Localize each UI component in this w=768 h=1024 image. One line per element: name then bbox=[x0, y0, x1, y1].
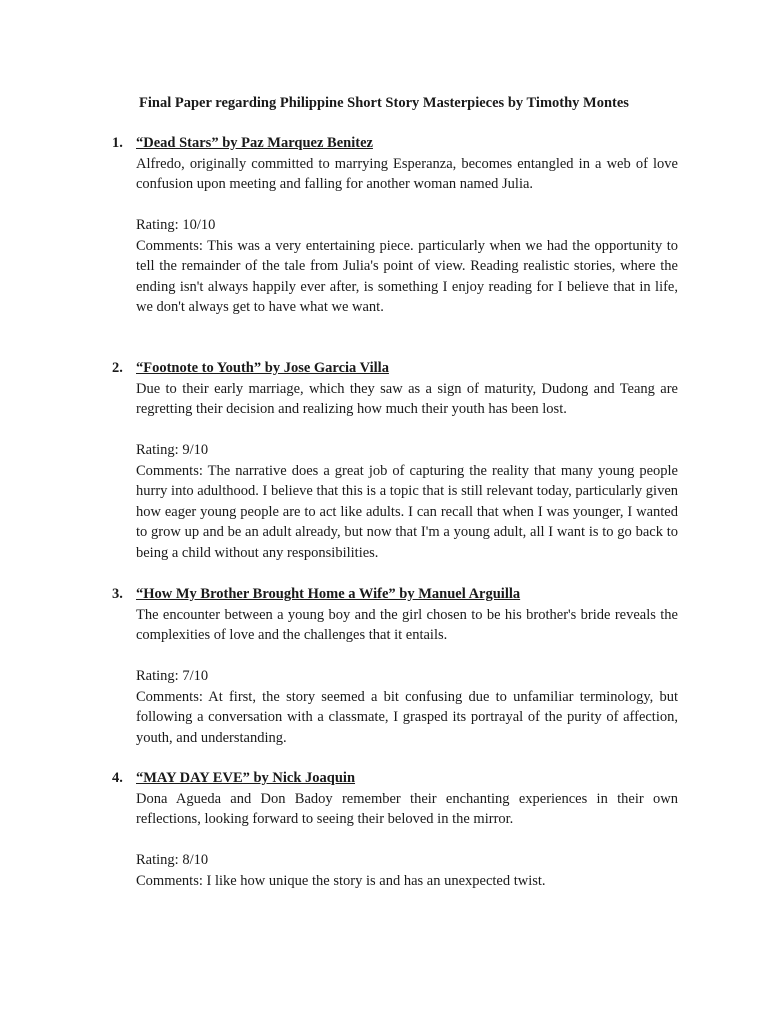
entry-number: 4. bbox=[112, 770, 123, 786]
story-entry-2 bbox=[112, 358, 678, 563]
entry-rating: Rating: 9/10 bbox=[136, 442, 209, 458]
entry-rating: Rating: 10/10 bbox=[136, 217, 216, 233]
document-title: Final Paper regarding Philippine Short Story Masterpieces by Timothy Montes bbox=[139, 95, 629, 111]
entry-summary: Due to their early marriage, which they saw as a sign of maturity, Dudong and Teang are regretting their decision and realizing how much their youth has been lost. bbox=[136, 380, 678, 417]
entry-spacer bbox=[136, 420, 678, 441]
entry-heading: “Dead Stars” by Paz Marquez Benitez bbox=[136, 135, 373, 151]
entry-heading: “Footnote to Youth” by Jose Garcia Villa bbox=[136, 360, 389, 376]
entry-heading: “MAY DAY EVE” by Nick Joaquin bbox=[136, 770, 356, 786]
entry-heading: “How My Brother Brought Home a Wife” by Manuel Arguilla bbox=[136, 586, 521, 602]
entry-summary: Alfredo, originally committed to marrying Esperanza, becomes entangled in a web of love confusion upon meeting and falling for another woman named Julia. bbox=[136, 155, 678, 192]
entry-comments: Comments: This was a very entertaining piece. particularly when we had the opportunity to tell the remainder of the tale from Julia's point of view. Reading realistic stories, where the ending isn't always happily ever after, is something I enjoy reading for I believe that in life, we don't always get to have what we want. bbox=[136, 237, 678, 315]
entry-spacer bbox=[136, 830, 678, 851]
entry-spacer bbox=[136, 195, 678, 216]
entry-summary: Dona Agueda and Don Badoy remember their enchanting experiences in their own reflections, looking forward to seeing their beloved in the mirror. bbox=[136, 790, 678, 827]
entry-number: 2. bbox=[112, 360, 123, 376]
entry-comments: Comments: I like how unique the story is and has an unexpected twist. bbox=[136, 872, 546, 889]
story-entry-3 bbox=[112, 584, 678, 748]
entry-comments: Comments: The narrative does a great job of capturing the reality that many young people hurry into adulthood. I believe that this is a topic that is still relevant today, particularly given how eager young people are to act like adults. I can recall that when I was younger, I wanted to grow up and be an adult already, but now that I'm a young adult, all I want is to go back to being a child without any responsibilities. bbox=[136, 462, 678, 561]
entry-number: 1. bbox=[112, 135, 123, 151]
story-entry-4 bbox=[112, 768, 678, 891]
entry-rating: Rating: 8/10 bbox=[136, 852, 209, 868]
entry-summary: The encounter between a young boy and the girl chosen to be his brother's bride reveals the complexities of love and the challenges that it entails. bbox=[136, 606, 678, 643]
entry-number: 3. bbox=[112, 586, 123, 602]
entry-spacer bbox=[136, 646, 678, 667]
entry-rating: Rating: 7/10 bbox=[136, 668, 209, 684]
story-entry-1 bbox=[112, 133, 678, 318]
entry-comments: Comments: At first, the story seemed a bit confusing due to unfamiliar terminology, but following a conversation with a classmate, I grasped its portrayal of the purity of affection, youth, and understanding. bbox=[136, 688, 678, 746]
